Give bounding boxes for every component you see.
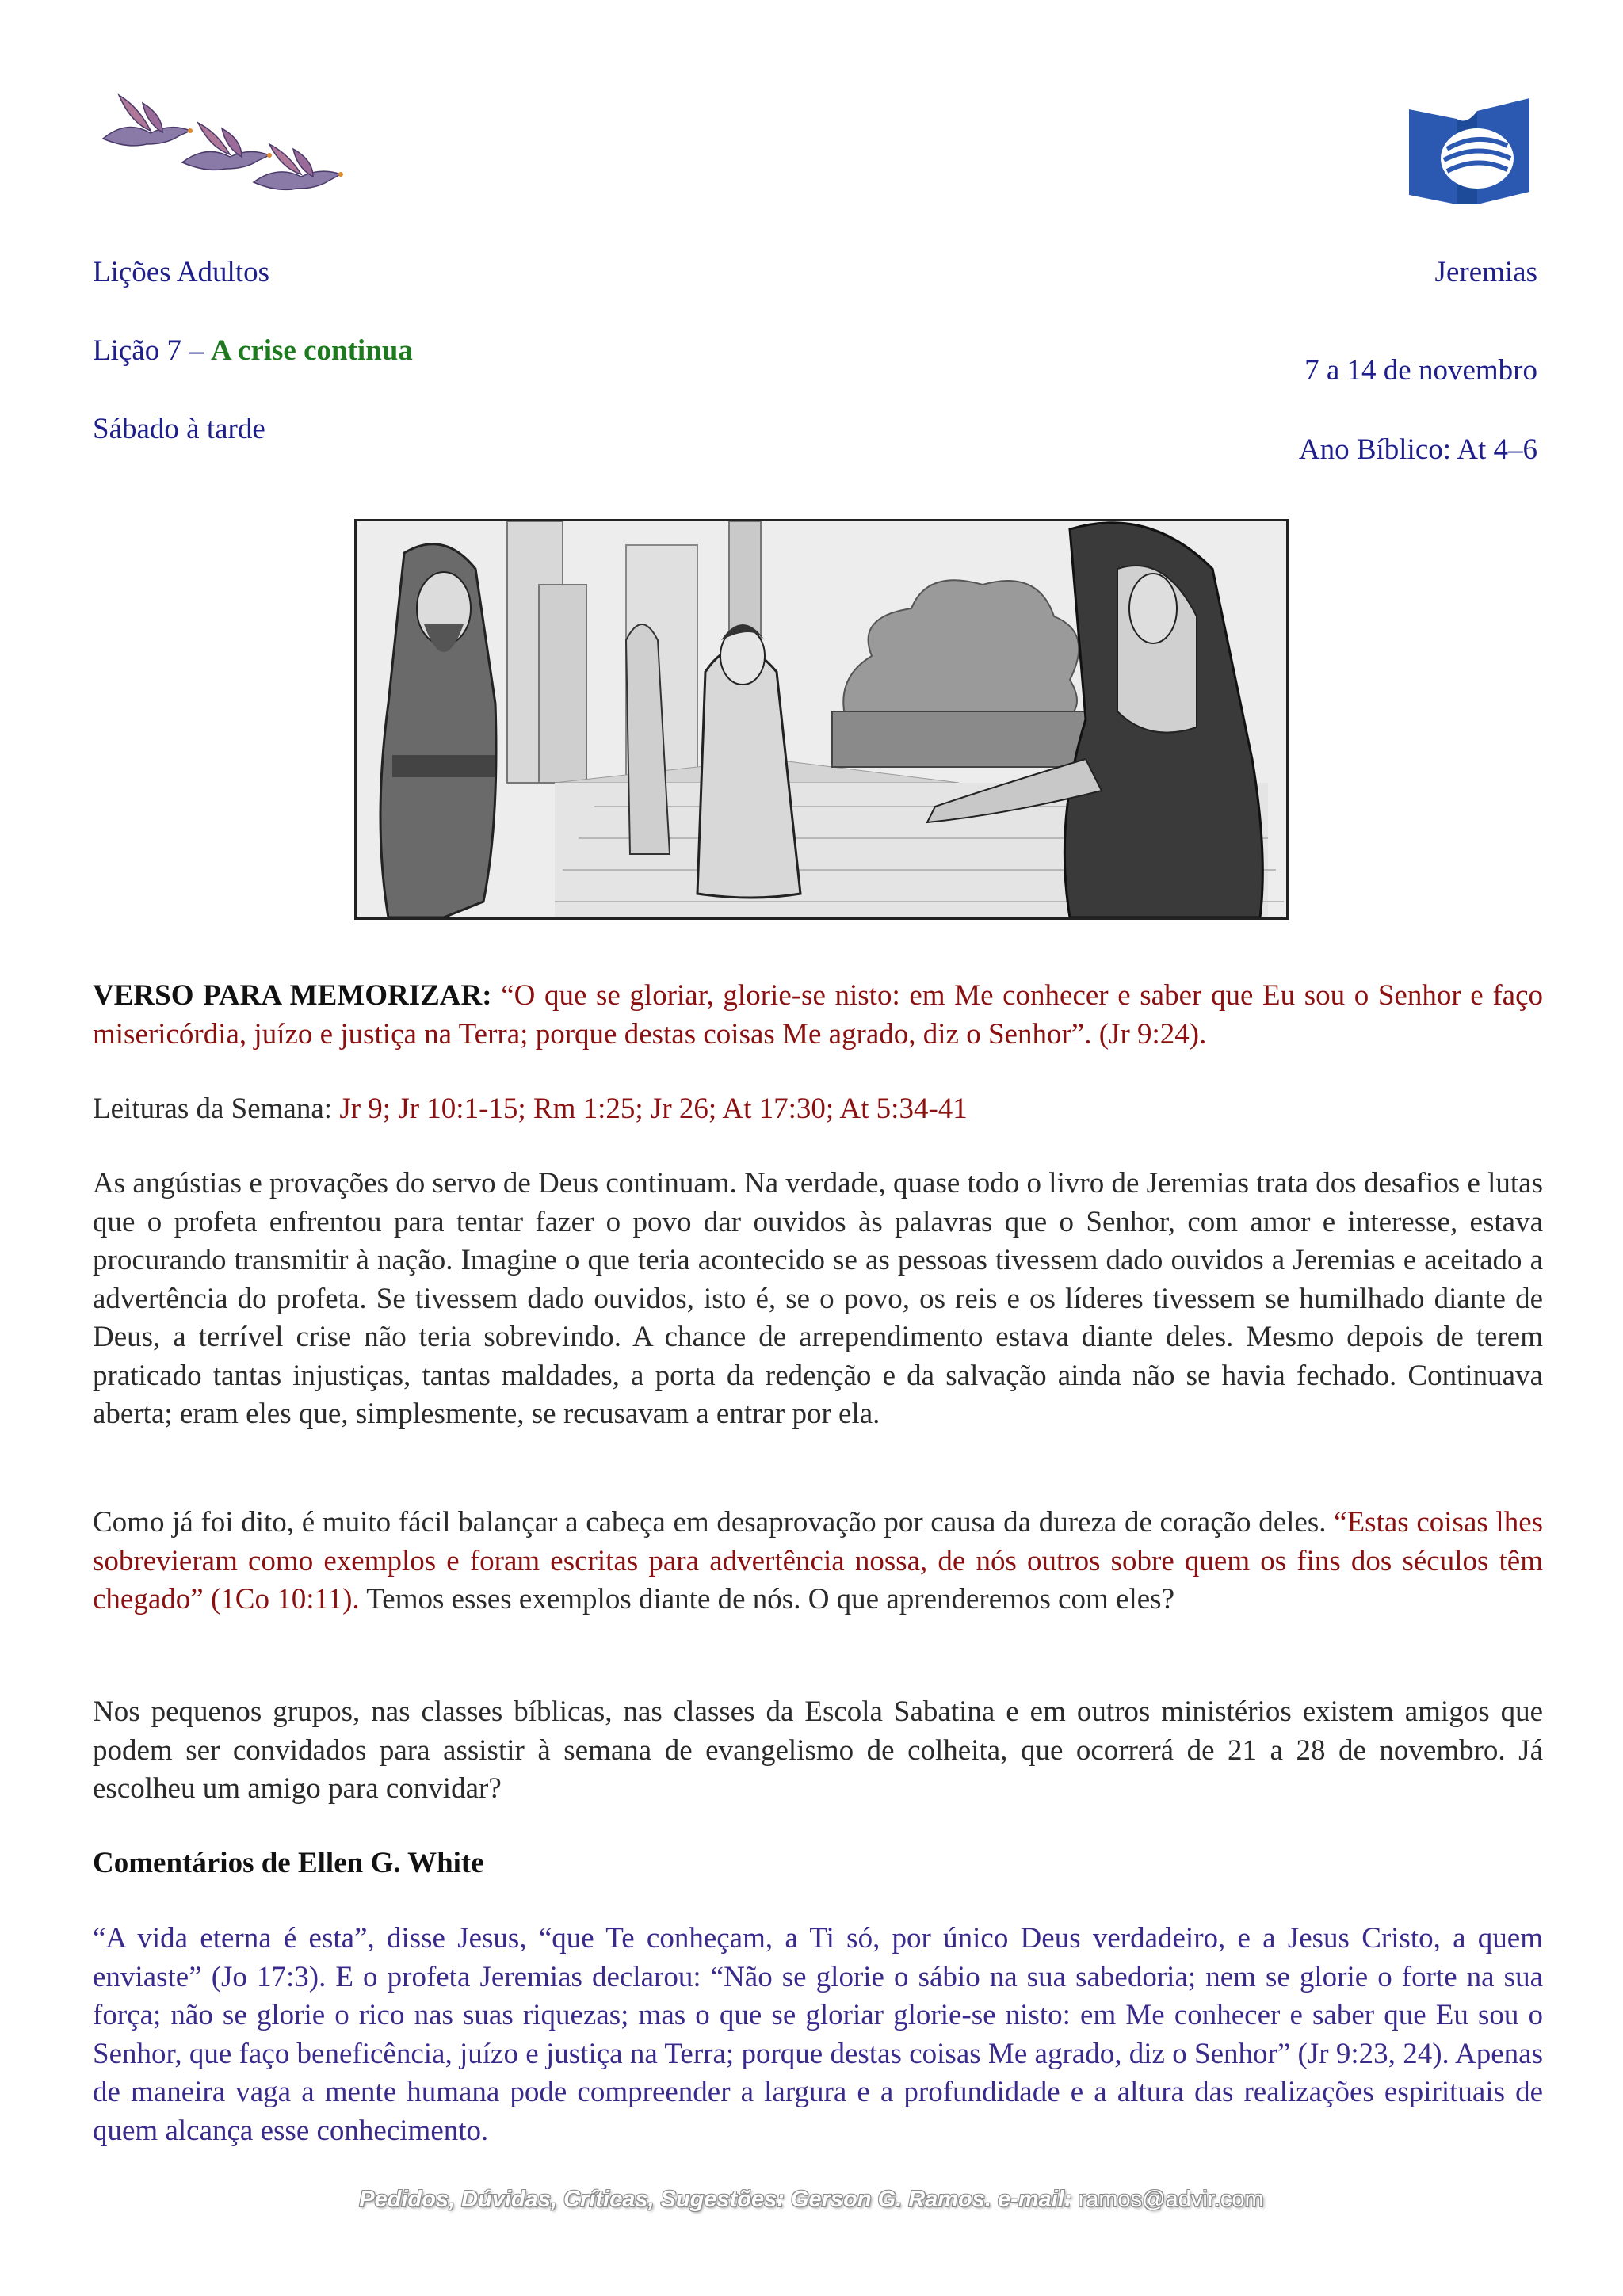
paragraph-examples: [93, 1504, 1543, 1619]
adventist-open-bible-logo-icon: [1401, 93, 1537, 204]
lesson-number: Lição 7 –: [93, 334, 211, 367]
commentary-text: “A vida eterna é esta”, disse Jesus, “que Te conheçam, a Ti só, por único Deus verdadeiro, e a Jesus Cristo, a quem enviaste” (Jo 17:3). E o profeta Jeremias declarou: “Não se glorie o sábio na sua sabedoria; nem se glorie o forte na sua força; não se glorie o rico nas suas riquezas; mas o que se gloriar glorie-se nisto: em Me conhecer e saber que Eu sou o Senhor, que faço beneficência, juízo e justiça na Terra; porque destas coisas Me agrado, diz o Senhor” (Jr 9:23, 24). Apenas de maneira vaga a mente humana pode compreender a largura e a profundidade e a altura das realizações espirituais de quem alcança esse conhecimento.: [93, 1922, 1543, 2147]
day-label: Sábado à tarde: [93, 413, 265, 445]
readings-label: Leituras da Semana:: [93, 1093, 333, 1125]
paragraph-examples-intro: Como já foi dito, é muito fácil balançar a cabeça em desaprovação por causa da dureza de coração deles.: [93, 1506, 1327, 1539]
date-range: 7 a 14 de novembro: [1304, 354, 1537, 387]
book-title: Jeremias: [1434, 256, 1537, 288]
memory-verse: [93, 977, 1543, 1054]
series-title: Lições Adultos: [93, 256, 270, 288]
footer-email-link[interactable]: ramos@advir.com: [1078, 2187, 1264, 2212]
footer-contact: [0, 2187, 1623, 2213]
lesson-title: [93, 334, 413, 368]
memory-verse-label: VERSO PARA MEMORIZAR:: [93, 979, 492, 1012]
memory-verse-text: “O que se gloriar, glorie-se nisto: em Me conhecer e saber que Eu sou o Senhor e faço misericórdia, juízo e justiça na Terra; porque destas coisas Me agrado, diz o Senhor”. (Jr 9:24).: [93, 979, 1543, 1051]
paragraph-examples-outro: Temos esses exemplos diante de nós. O que aprenderemos com eles?: [366, 1583, 1175, 1615]
scripture-quote: “Estas coisas lhes sobrevieram como exemplos e foram escritas para advertência nossa, de nós outros sobre quem os fins dos séculos têm chegado” (1Co 10:11).: [93, 1506, 1544, 1615]
readings-refs: Jr 9; Jr 10:1-15; Rm 1:25; Jr 26; At 17:30; At 5:34-41: [339, 1093, 968, 1125]
three-flying-doves-icon: [95, 87, 372, 206]
paragraph-intro: As angústias e provações do servo de Deus continuam. Na verdade, quase todo o livro de Jeremias trata dos desafios e lutas que o profeta enfrentou para tentar fazer o povo dar ouvidos às palavras que o Senhor, com amor e interesse, estava procurando transmitir à nação. Imagine o que teria acontecido se as pessoas tivessem dado ouvidos a Jeremias e aceitado a advertência do profeta. Se tivessem dado ouvidos, isto é, se o povo, os reis e os líderes tivessem se humilhado diante de Deus, a terrível crise não teria sobrevindo. A chance de arrependimento estava diante deles. Mesmo depois de terem praticado tantas injustiças, tantas maldades, a porta da redenção e da salvação ainda não se havia fechado. Continuava aberta; eram eles que, simplesmente, se recusavam a entrar por ela.: [93, 1167, 1543, 1430]
paragraph-evangelism: Nos pequenos grupos, nas classes bíblicas, nas classes da Escola Sabatina e em outros ministérios existem amigos que podem ser convidados para assistir à semana de evangelismo de colheita, que ocorrerá de 21 a 28 de novembro. Já escolheu um amigo para convidar?: [93, 1695, 1543, 1805]
illustration-jeremiah-scene: [354, 519, 1289, 920]
commentary-heading: Comentários de Ellen G. White: [93, 1847, 484, 1879]
footer-text: Pedidos, Dúvidas, Críticas, Sugestões: Gerson G. Ramos. e-mail:: [359, 2187, 1072, 2212]
weekly-readings: [93, 1090, 1543, 1129]
bible-year: Ano Bíblico: At 4–6: [1298, 433, 1537, 466]
lesson-name: A crise continua: [210, 334, 413, 367]
